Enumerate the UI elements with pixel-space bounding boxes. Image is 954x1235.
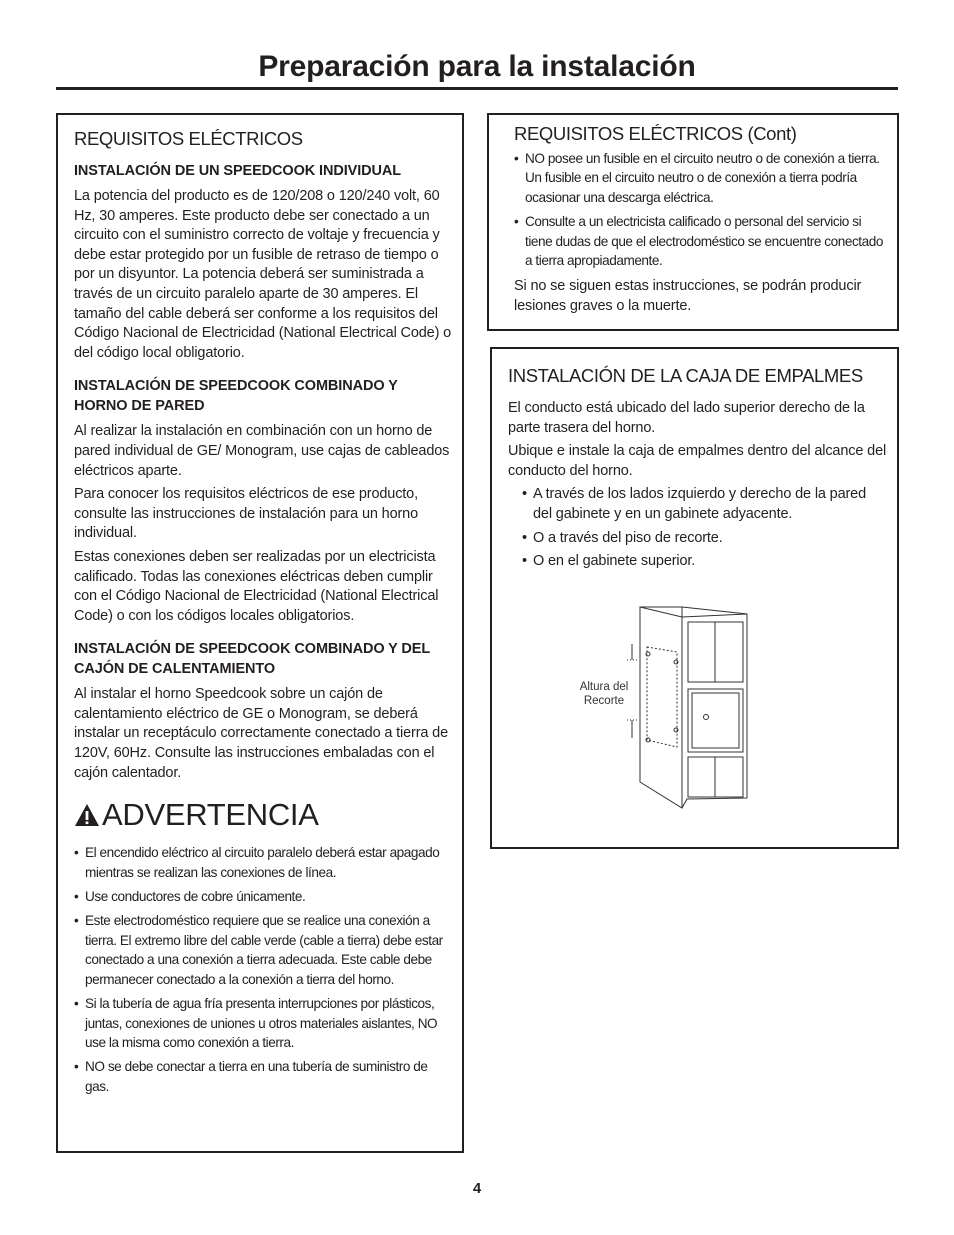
list-item: • Consulte a un electricista calificado o personal del servicio si tiene dudas de que el electrodoméstico se encuentre conectado a tierra apropiadamente. — [514, 212, 887, 270]
list-item: • O en el gabinete superior. — [522, 552, 887, 572]
paragraph: La potencia del producto es de 120/208 o 120/240 volt, 60 Hz, 30 amperes. Este producto debe ser conectado a un circuito con el suministro correcto de voltaje y frecuencia y debe estar protegido por un fusible de retraso de tiempo o por un disyuntor. La potencia deberá ser suministrada a través de un circuito paralelo aparte de 30 amperes. El tamaño del cable deberá ser conforme a los requisitos del Código Nacional de Electricidad (National Electrical Code) o del código local obligatorio. — [74, 188, 452, 361]
list-item: • Use conductores de cobre únicamente. — [74, 887, 454, 906]
requirements-list — [514, 149, 887, 270]
warning-triangle-icon — [74, 802, 100, 828]
warning-title: ADVERTENCIA — [102, 797, 319, 833]
cutout-height-label-line1: Altura del — [579, 681, 629, 693]
section-heading: REQUISITOS ELÉCTRICOS (Cont) — [514, 123, 797, 144]
warning-list — [74, 843, 454, 1096]
list-item: • A través de los lados izquierdo y derecho de la pared del gabinete y en un gabinete adyacente. — [522, 485, 887, 524]
warning-header — [74, 797, 454, 833]
title-divider — [56, 87, 898, 90]
page-title: Preparación para la instalación — [258, 50, 696, 83]
paragraph: Para conocer los requisitos eléctricos de ese producto, consulte las instrucciones de instalación para un horno individual. — [74, 486, 418, 542]
location-list — [522, 485, 887, 571]
paragraph: Ubique e instale la caja de empalmes dentro del alcance del conducto del horno. — [508, 443, 887, 479]
subsection-heading-warming-drawer: INSTALACIÓN DE SPEEDCOOK COMBINADO Y DEL CAJÓN DE CALENTAMIENTO — [74, 641, 430, 678]
electrical-requirements-panel — [56, 113, 464, 1153]
paragraph: Estas conexiones deben ser realizadas por un electricista calificado. Todas las conexiones eléctricas deben cumplir con el Código Nacional de Electricidad (National Electrical Code) o con los códigos locales obligatorios. — [74, 548, 439, 624]
list-item: • Este electrodoméstico requiere que se realice una conexión a tierra. El extremo libre del cable verde (cable a tierra) debe estar conectado a una conexión a tierra adecuada. Este cable debe permanecer conectado a la conexión a tierra del horno. — [74, 911, 454, 989]
list-item: • El encendido eléctrico al circuito paralelo deberá estar apagado mientras se realizan las conexiones de línea. — [74, 843, 454, 882]
cabinet-diagram — [577, 602, 897, 832]
section-heading: INSTALACIÓN DE LA CAJA DE EMPALMES — [508, 365, 863, 386]
paragraph: Al realizar la instalación en combinación con un horno de pared individual de GE/ Monogram, use cajas de cableados eléctricos aparte. — [74, 423, 450, 479]
list-item: • O a través del piso de recorte. — [522, 529, 887, 549]
paragraph: Al instalar el horno Speedcook sobre un cajón de calentamiento eléctrico de GE o Monogram, se deberá instalar un receptáculo correctamente conectado a tierra de 120V, 60Hz. Consulte las instrucciones embaladas con el cajón calentador. — [74, 686, 449, 781]
electrical-requirements-cont-panel — [487, 113, 899, 331]
page-number: 4 — [472, 1180, 482, 1197]
paragraph: El conducto está ubicado del lado superior derecho de la parte trasera del horno. — [508, 400, 865, 436]
list-item: • NO posee un fusible en el circuito neutro o de conexión a tierra. Un fusible en el circuito neutro o de conexión a tierra podría ocasionar una descarga eléctrica. — [514, 149, 887, 207]
safety-note: Si no se siguen estas instrucciones, se podrán producir lesiones graves o la muerte. — [514, 278, 862, 315]
list-item: • NO se debe conectar a tierra en una tubería de suministro de gas. — [74, 1057, 454, 1096]
subsection-heading-individual: INSTALACIÓN DE UN SPEEDCOOK INDIVIDUAL — [74, 163, 402, 179]
junction-box-panel — [490, 347, 899, 849]
section-heading: REQUISITOS ELÉCTRICOS — [74, 128, 303, 149]
subsection-heading-wall-oven: INSTALACIÓN DE SPEEDCOOK COMBINADO Y HORNO DE PARED — [74, 378, 398, 415]
cutout-height-label-line2: Recorte — [583, 695, 625, 707]
list-item: • Si la tubería de agua fría presenta interrupciones por plásticos, juntas, conexiones de uniones u otros materiales aislantes, NO use la misma como conexión a tierra. — [74, 994, 454, 1052]
